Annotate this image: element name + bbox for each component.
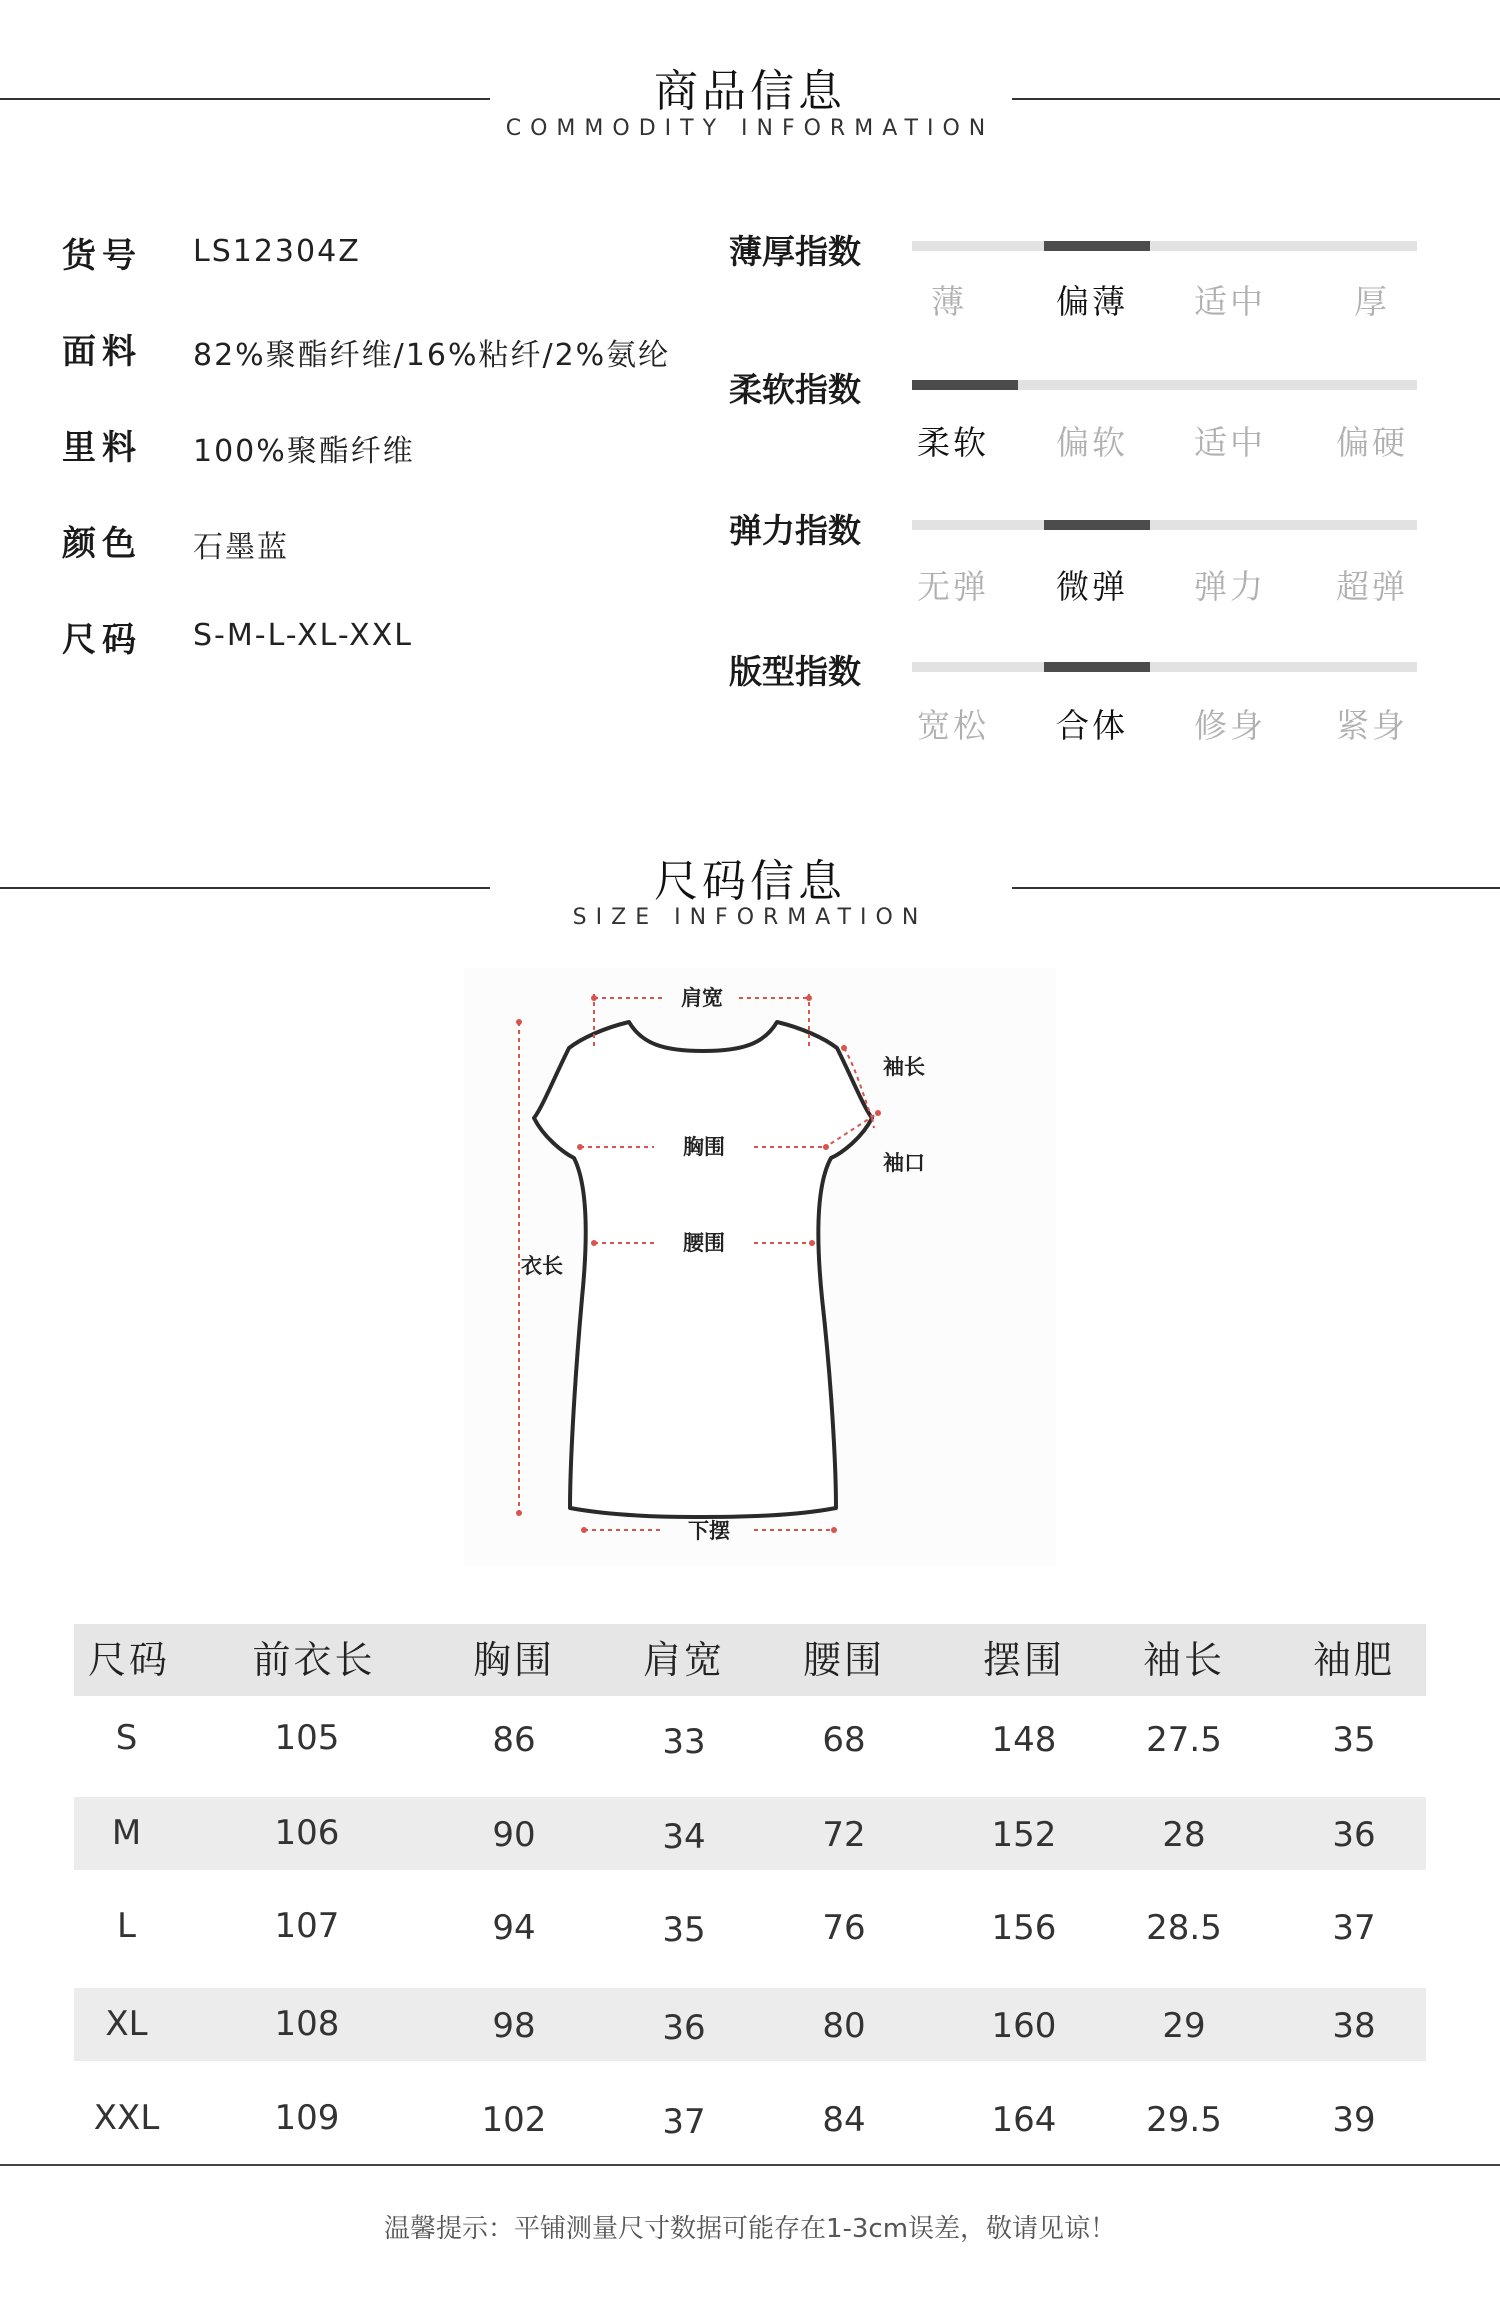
- index-option: 偏软: [1056, 423, 1128, 462]
- label-sleeve-length: 袖长: [883, 1055, 925, 1079]
- table-cell: 106: [274, 1813, 340, 1853]
- detail-label: 面料: [62, 332, 142, 372]
- dress-illustration: [464, 968, 1056, 1566]
- table-row: [74, 1696, 1426, 1792]
- index-label-fit: 版型指数: [729, 652, 861, 691]
- index-option: 适中: [1194, 282, 1266, 321]
- detail-label: 货号: [62, 236, 142, 276]
- label-shoulder: 肩宽: [681, 986, 723, 1010]
- header-cell: 胸围: [472, 1638, 555, 1682]
- table-cell: 90: [492, 1815, 536, 1855]
- table-cell: 29.5: [1146, 2100, 1222, 2140]
- detail-value: LS12304Z: [193, 234, 361, 269]
- detail-value: 100%聚酯纤维: [193, 434, 415, 469]
- index-option: 偏硬: [1336, 423, 1408, 462]
- table-cell: 28: [1162, 1815, 1206, 1855]
- table-row: [74, 1797, 1426, 1870]
- table-header: [74, 1624, 1426, 1696]
- header-cell: 袖肥: [1312, 1638, 1395, 1682]
- table-row: [74, 2078, 1426, 2164]
- size-cell: M: [111, 1813, 142, 1853]
- index-option-selected: 微弹: [1056, 567, 1128, 606]
- index-option: 薄: [931, 282, 967, 321]
- table-cell: 164: [991, 2100, 1057, 2140]
- index-track-thickness: [912, 241, 1417, 251]
- size-table: [74, 1624, 1426, 1696]
- index-marker: [912, 380, 1018, 390]
- detail-value: 石墨蓝: [193, 530, 289, 565]
- size-cell: L: [117, 1906, 136, 1946]
- table-cell: 29: [1162, 2006, 1206, 2046]
- size-cell: XL: [105, 2004, 148, 2044]
- header-cell: 前衣长: [252, 1638, 376, 1682]
- table-cell: 152: [991, 1815, 1057, 1855]
- table-cell: 37: [662, 2102, 706, 2142]
- table-cell: 80: [822, 2006, 866, 2046]
- table-cell: 35: [1332, 1720, 1376, 1760]
- header-cell: 肩宽: [642, 1638, 725, 1682]
- index-marker: [1044, 520, 1150, 530]
- table-cell: 105: [274, 1718, 340, 1758]
- size-title: 尺码信息: [654, 856, 846, 907]
- table-cell: 107: [274, 1906, 340, 1946]
- header-cell: 尺码: [87, 1638, 170, 1682]
- table-cell: 160: [991, 2006, 1057, 2046]
- index-option-selected: 柔软: [917, 423, 989, 462]
- detail-label: 里料: [62, 428, 142, 468]
- index-option: 厚: [1354, 282, 1390, 321]
- size-subtitle: SIZE INFORMATION: [572, 905, 928, 930]
- table-cell: 148: [991, 1720, 1057, 1760]
- label-length: 衣长: [521, 1254, 563, 1278]
- table-cell: 102: [481, 2100, 547, 2140]
- index-option: 紧身: [1336, 706, 1408, 745]
- table-cell: 35: [662, 1910, 706, 1950]
- index-option-selected: 合体: [1056, 706, 1128, 745]
- index-option: 超弹: [1336, 567, 1408, 606]
- index-track-softness: [912, 380, 1417, 390]
- detail-label: 颜色: [62, 524, 142, 564]
- index-marker: [1044, 241, 1150, 251]
- detail-label: 尺码: [62, 620, 142, 660]
- table-cell: 108: [274, 2004, 340, 2044]
- table-cell: 109: [274, 2098, 340, 2138]
- table-cell: 27.5: [1146, 1720, 1222, 1760]
- table-cell: 84: [822, 2100, 866, 2140]
- index-option: 弹力: [1194, 567, 1266, 606]
- table-cell: 34: [662, 1817, 706, 1857]
- index-track-elasticity: [912, 520, 1417, 530]
- table-cell: 72: [822, 1815, 866, 1855]
- table-bottom-border: [0, 2164, 1500, 2166]
- header-cell: 袖长: [1142, 1638, 1225, 1682]
- commodity-subtitle: COMMODITY INFORMATION: [505, 116, 995, 141]
- table-cell: 76: [822, 1908, 866, 1948]
- index-option: 修身: [1194, 706, 1266, 745]
- index-label-thickness: 薄厚指数: [729, 232, 861, 271]
- table-cell: 36: [662, 2008, 706, 2048]
- table-cell: 38: [1332, 2006, 1376, 2046]
- commodity-title: 商品信息: [654, 66, 846, 117]
- table-cell: 98: [492, 2006, 536, 2046]
- table-row: [74, 1886, 1426, 1982]
- detail-value: 82%聚酯纤维/16%粘纤/2%氨纶: [193, 338, 671, 373]
- detail-value: S-M-L-XL-XXL: [193, 618, 413, 653]
- table-cell: 33: [662, 1722, 706, 1762]
- label-waist: 腰围: [683, 1231, 725, 1255]
- garment-diagram: [464, 968, 1056, 1566]
- index-label-softness: 柔软指数: [729, 370, 861, 409]
- label-cuff: 袖口: [883, 1151, 925, 1175]
- table-cell: 36: [1332, 1815, 1376, 1855]
- size-cell: XXL: [93, 2098, 160, 2138]
- index-option-selected: 偏薄: [1056, 282, 1128, 321]
- index-marker: [1044, 662, 1150, 672]
- table-cell: 39: [1332, 2100, 1376, 2140]
- table-cell: 94: [492, 1908, 536, 1948]
- table-cell: 37: [1332, 1908, 1376, 1948]
- index-track-fit: [912, 662, 1417, 672]
- size-cell: S: [115, 1718, 138, 1758]
- index-option: 宽松: [917, 706, 989, 745]
- table-cell: 68: [822, 1720, 866, 1760]
- footnote: 温馨提示：平铺测量尺寸数据可能存在1-3cm误差，敬请见谅！: [383, 2214, 1117, 2244]
- index-option: 适中: [1194, 423, 1266, 462]
- table-cell: 28.5: [1146, 1908, 1222, 1948]
- table-row: [74, 1988, 1426, 2061]
- table-cell: 156: [991, 1908, 1057, 1948]
- index-label-elasticity: 弹力指数: [729, 511, 861, 550]
- label-chest: 胸围: [683, 1135, 725, 1159]
- table-cell: 86: [492, 1720, 536, 1760]
- label-hem: 下摆: [688, 1519, 730, 1543]
- index-option: 无弹: [917, 567, 989, 606]
- header-cell: 腰围: [802, 1638, 885, 1682]
- header-cell: 摆围: [982, 1638, 1065, 1682]
